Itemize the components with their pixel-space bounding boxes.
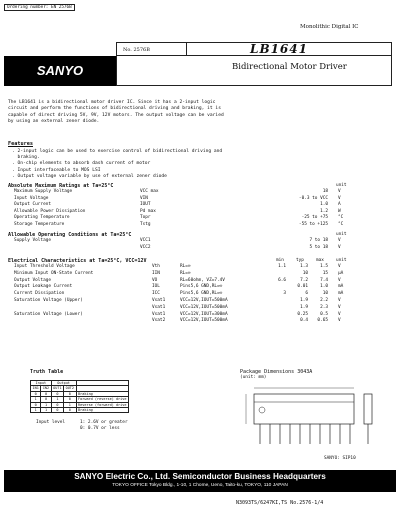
elec-condition: VCC=12V,IOUT=300mA <box>180 311 228 317</box>
elec-condition: RL=∞ <box>180 264 191 269</box>
allow-op-param: Supply Voltage <box>14 238 52 243</box>
elec-typ: 1.9 <box>300 304 308 310</box>
elec-symbol: IIN <box>152 270 160 276</box>
truth-mode: Reverse (forward) drive <box>78 402 127 407</box>
elec-param: Saturation Voltage (Lower) <box>14 311 83 317</box>
abs-max-unit: V <box>338 195 341 201</box>
intro-line: capable of direct driving 5V, 9V, 12V motors. The output voltage can be varied <box>8 112 224 118</box>
package-side <box>364 394 372 424</box>
elec-symbol: Vsat1 <box>152 311 166 317</box>
elec-symbol: VO <box>152 277 158 283</box>
ic-category: Monolithic Digital IC <box>300 24 359 30</box>
elec-condition: Pins5,6 GND,RL=∞ <box>180 291 223 297</box>
truth-cell: 1 <box>31 397 41 402</box>
elec-symbol: ICC <box>152 291 160 297</box>
elec-param: Input Threshold Voltage <box>14 264 75 269</box>
truth-table-heading: Truth Table <box>30 369 64 375</box>
abs-max-param: Allowable Power Dissipation <box>14 208 86 214</box>
elec-typ: 0.25 <box>297 311 308 317</box>
truth-cell: 1 <box>31 408 41 413</box>
abs-max-unit: W <box>338 208 341 214</box>
elec-max: 2.2 <box>320 298 328 303</box>
feature-item: . Input interfaceable to MOS LSI <box>12 167 101 173</box>
elec-max: 2.3 <box>320 304 328 310</box>
elec-typ: 10 <box>302 270 308 276</box>
features-list <box>12 149 222 180</box>
truth-head-input: Input <box>31 381 52 386</box>
abs-max-param: Output Current <box>14 202 52 208</box>
elec-condition: RL=∞ <box>180 270 191 276</box>
elec-max: 7.4 <box>320 277 328 283</box>
elec-condition: VCC=12V,IOUT=500mA <box>180 304 228 310</box>
intro-paragraph <box>8 100 392 125</box>
elec-col-unit: unit <box>336 258 347 263</box>
abs-max-heading: Absolute Maximum Ratings at Ta=25°C <box>8 183 114 189</box>
elec-min: 6.6 <box>278 277 286 283</box>
elec-symbol: Vth <box>152 264 160 269</box>
abs-max-param: Storage Temperature <box>14 222 65 227</box>
intro-line: by using an external zener diode. <box>8 118 100 124</box>
elec-condition: Pins5,6 GND,RL=∞ <box>180 284 223 290</box>
abs-max-symbol: Pd max <box>140 208 156 214</box>
truth-col-in1: IN1 <box>32 386 39 391</box>
allow-op-symbol: VCC1 <box>140 238 151 243</box>
allow-op-unit-header: unit <box>336 232 347 237</box>
elec-typ: 7.2 <box>300 277 308 283</box>
elec-col-max: max <box>316 258 324 263</box>
abs-max-symbol: Topr <box>140 215 151 221</box>
abs-max-value: -0.3 to VCC <box>298 195 328 201</box>
abs-max-param: Input Voltage <box>14 195 49 201</box>
elec-max: 15 <box>322 270 328 276</box>
abs-max-symbol: Tstg <box>140 222 151 227</box>
abs-max-unit: V <box>338 189 341 194</box>
intro-line: circuit and perform the functions of bidirectional driving and braking, it is <box>8 106 221 112</box>
truth-cell: 0 <box>51 408 63 413</box>
abs-max-unit: °C <box>338 222 344 227</box>
elec-condition: VCC=12V,IOUT=500mA <box>180 298 228 303</box>
truth-mode: Braking <box>76 408 128 413</box>
allow-op-heading: Allowable Operating Conditions at Ta=25°C <box>8 232 132 238</box>
elec-symbol: Vsat1 <box>152 304 166 310</box>
feature-item: . 2-input logic can be used to exercise control of bidirectional driving and <box>12 149 223 154</box>
elec-max: 1.5 <box>320 264 328 269</box>
truth-cell: 1 <box>64 402 76 407</box>
elec-max: 10 <box>322 291 328 297</box>
elec-unit: V <box>338 298 341 303</box>
elec-typ: 0.01 <box>297 284 308 290</box>
sanyo-logo: SANYO <box>4 56 116 86</box>
truth-cell: 1 <box>51 397 63 402</box>
page-title: Bidirectional Motor Driver <box>232 62 347 72</box>
feature-item: . On-chip elements to absorb dash current of motor <box>12 161 151 167</box>
abs-max-value: 1.0 <box>320 202 328 208</box>
footer-address: TOKYO OFFICE Tokyo Bldg., 1-10, 1 Chome, Ueno, Taito-ku, TOKYO, 110 JAPAN <box>112 483 288 488</box>
abs-max-param: Maximum Supply Voltage <box>14 189 73 194</box>
abs-max-value: 18 <box>322 189 328 194</box>
abs-max-unit: A <box>338 202 341 208</box>
elec-symbol: Vsat1 <box>152 298 166 303</box>
input-level-1: 1: 2.6V or greater <box>80 420 128 425</box>
abs-max-symbol: IOUT <box>140 202 151 208</box>
allow-op-value: 5 to 18 <box>309 245 328 250</box>
truth-cell: 0 <box>41 397 51 402</box>
elec-unit: V <box>338 318 341 324</box>
input-level-label: Input level <box>36 420 66 425</box>
truth-mode: Forward (reverse) drive <box>78 397 127 402</box>
elec-symbol: Vsat2 <box>152 318 166 324</box>
truth-mode: Braking <box>76 391 128 396</box>
truth-head-output: Output <box>51 381 76 386</box>
abs-max-unit-header: unit <box>336 183 347 188</box>
abs-max-param: Operating Temperature <box>14 215 70 221</box>
elec-unit: V <box>338 277 341 283</box>
ordering-number: Ordering number: EN 2576B <box>4 4 75 11</box>
truth-row <box>31 402 129 407</box>
truth-col-in2: IN2 <box>42 386 50 391</box>
elec-col-min: min <box>276 258 284 263</box>
footer-company: SANYO Electric Co., Ltd. Semiconductor Business Headquarters <box>74 472 326 481</box>
elec-max: 1.0 <box>320 284 328 290</box>
truth-cell: 0 <box>64 397 76 402</box>
package-leads <box>260 424 350 444</box>
abs-max-value: 1.2 <box>320 208 328 214</box>
truth-cell: 0 <box>41 391 51 396</box>
elec-param: Output Voltage <box>14 277 52 283</box>
package-unit: (unit: mm) <box>240 375 267 380</box>
abs-max-symbol: VCC max <box>140 189 159 194</box>
abs-max-value: -55 to +125 <box>298 222 328 227</box>
elec-unit: μA <box>338 270 344 276</box>
elec-condition: VCC=12V,IOUT=500mA <box>180 318 228 324</box>
abs-max-unit: °C <box>338 215 344 221</box>
elec-param: Output Leakage Current <box>14 284 73 290</box>
elec-min: 3 <box>283 291 286 297</box>
abs-max-symbol: VIN <box>140 195 148 201</box>
elec-typ: 6 <box>305 291 308 297</box>
elec-symbol: IOL <box>152 284 160 290</box>
truth-cell: 0 <box>51 391 63 396</box>
features-heading: Features <box>8 141 33 147</box>
footer-bar <box>4 470 396 492</box>
input-level-0: 0: 0.7V or less <box>80 426 120 431</box>
elec-typ: 0.4 <box>300 318 308 324</box>
truth-table <box>30 380 129 413</box>
elec-unit: mA <box>338 284 344 290</box>
package-caption: SANYO: SIP10 <box>324 456 356 461</box>
truth-cell: 0 <box>31 391 41 396</box>
elec-typ: 1.9 <box>300 298 308 303</box>
elec-max: 0.5 <box>320 311 328 317</box>
package-heading: Package Dimensions 3043A <box>240 369 313 375</box>
feature-item: . Output voltage variable by use of external zener diode <box>12 173 167 179</box>
elec-unit: V <box>338 304 341 310</box>
elec-max: 0.65 <box>317 318 328 324</box>
elec-condition: RL=60ohm, VZ=7.4V <box>180 277 225 283</box>
document-number-box: No. 2576B <box>116 42 186 56</box>
truth-cell: 0 <box>64 391 76 396</box>
package-body <box>254 394 354 424</box>
allow-op-unit: V <box>338 245 341 250</box>
allow-op-symbol: VCC2 <box>140 245 151 250</box>
truth-row <box>31 408 129 413</box>
allow-op-value: 7 to 18 <box>309 238 328 243</box>
truth-cell: 0 <box>64 408 76 413</box>
elec-min: 1.1 <box>278 264 286 269</box>
package-hole <box>259 407 265 413</box>
truth-cell: 1 <box>41 408 51 413</box>
elec-param: Minimum Input ON-State Current <box>14 270 94 276</box>
truth-cell: 1 <box>41 402 51 407</box>
part-number: LB1641 <box>250 42 308 56</box>
abs-max-value: -25 to +75 <box>301 215 328 221</box>
elec-param: Current Dissipation <box>14 291 65 297</box>
elec-col-typ: typ <box>296 258 304 263</box>
intro-line: The LB1641 is a bidirectional motor driver IC. Since it has a 2-input logic <box>8 100 216 105</box>
elec-param: Saturation Voltage (Upper) <box>14 298 83 303</box>
package-drawing <box>240 382 390 460</box>
truth-col-out2: OUT2 <box>65 386 75 391</box>
elec-typ: 1.3 <box>300 264 308 269</box>
truth-cell: 0 <box>51 402 63 407</box>
elec-unit: mA <box>338 291 344 297</box>
doc-number: N3093TS/6247KI,TS No.2576-1/4 <box>236 500 324 506</box>
elec-heading: Electrical Characteristics at Ta=25°C, VCC=12V <box>8 258 147 264</box>
truth-col-out1: OUT1 <box>53 386 62 391</box>
truth-cell: 0 <box>31 402 41 407</box>
truth-row <box>31 397 129 402</box>
allow-op-unit: V <box>338 238 341 243</box>
feature-item: braking. <box>12 155 40 161</box>
elec-unit: V <box>338 264 341 269</box>
elec-unit: V <box>338 311 341 317</box>
